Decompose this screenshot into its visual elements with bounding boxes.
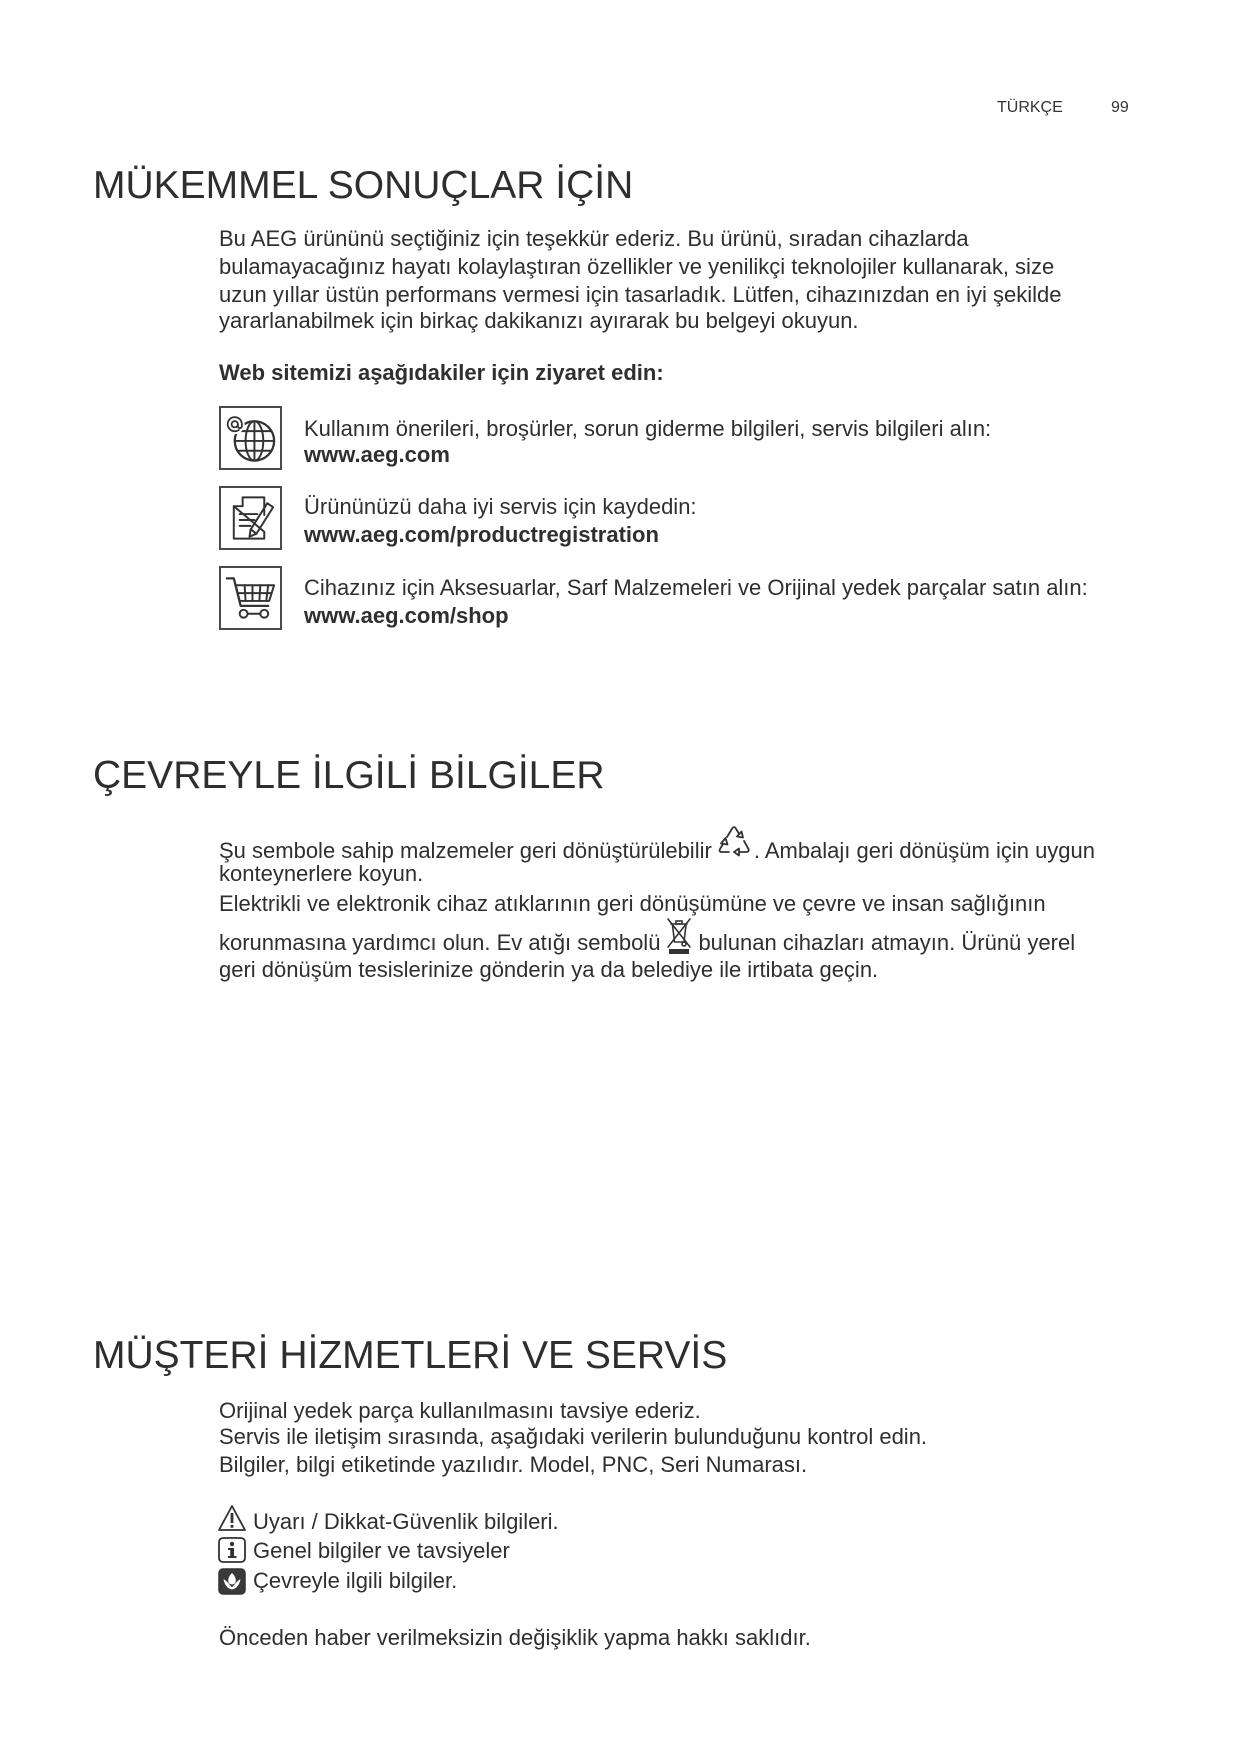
- link-aeg-website[interactable]: www.aeg.com: [304, 442, 450, 467]
- environment-line-text: Şu sembole sahip malzemeler geri dönüştürülebilir: [219, 838, 712, 863]
- environment-line: [219, 929, 1075, 957]
- symbol-label-environment: Çevreyle ilgili bilgiler.: [253, 1568, 458, 1593]
- shopping-cart-icon: [219, 566, 282, 630]
- recycle-icon: [712, 857, 754, 858]
- website-heading: Web sitemizi aşağıdakiler için ziyaret edin:: [219, 360, 664, 385]
- environment-line: geri dönüşüm tesislerinize gönderin ya da belediye ile irtibata geçin.: [219, 957, 879, 982]
- service-line: Servis ile iletişim sırasında, aşağıdaki verilerin bulunduğunu kontrol edin.: [219, 1424, 928, 1449]
- intro-paragraph-line: yararlanabilmek için birkaç dakikanızı ayırarak bu belgeyi okuyun.: [219, 308, 859, 333]
- header-language: TÜRKÇE: [997, 99, 1063, 116]
- section-title-environment: ÇEVREYLE İLGİLİ BİLGİLER: [93, 754, 605, 797]
- environment-line-text: korunmasına yardımcı olun. Ev atığı sembolü: [219, 930, 661, 955]
- environment-icon: [218, 1568, 246, 1595]
- environment-line-text: bulunan cihazları atmayın. Ürünü yerel: [698, 930, 1076, 955]
- info-icon: [218, 1537, 246, 1563]
- intro-paragraph-line: bulamayacağınız hayatı kolaylaştıran özellikler ve yenilikçi teknolojiler kullanarak, size: [219, 254, 1055, 279]
- intro-paragraph-line: uzun yıllar üstün performans vermesi için tasarladık. Lütfen, cihazınızdan en iyi şekilde: [219, 282, 1062, 307]
- link-aeg-shop[interactable]: www.aeg.com/shop: [304, 603, 509, 628]
- symbol-label-warning: Uyarı / Dikkat-Güvenlik bilgileri.: [253, 1509, 559, 1534]
- symbol-label-info: Genel bilgiler ve tavsiyeler: [253, 1538, 510, 1563]
- link-product-registration[interactable]: www.aeg.com/productregistration: [304, 522, 659, 547]
- link-item-description: Kullanım önerileri, broşürler, sorun giderme bilgileri, servis bilgileri alın:: [304, 416, 992, 441]
- environment-line: Elektrikli ve elektronik cihaz atıklarının geri dönüşümüne ve çevre ve insan sağlığının: [219, 891, 1046, 916]
- page-number: 99: [1111, 99, 1129, 116]
- service-line: Bilgiler, bilgi etiketinde yazılıdır. Model, PNC, Seri Numarası.: [219, 1452, 808, 1477]
- link-item-description: Cihazınız için Aksesuarlar, Sarf Malzemeleri ve Orijinal yedek parçalar satın alın:: [304, 575, 1088, 600]
- section-title-best-results: MÜKEMMEL SONUÇLAR İÇİN: [93, 164, 634, 207]
- intro-paragraph-line: Bu AEG ürününü seçtiğiniz için teşekkür ederiz. Bu ürünü, sıradan cihazlarda: [219, 226, 969, 251]
- environment-line: konteynerlere koyun.: [219, 861, 424, 886]
- globe-icon: [219, 406, 282, 470]
- section-title-customer-service: MÜŞTERİ HİZMETLERİ VE SERVİS: [93, 1334, 728, 1377]
- service-line: Orijinal yedek parça kullanılmasını tavsiye ederiz.: [219, 1398, 701, 1423]
- environment-line-text: . Ambalajı geri dönüşüm için uygun: [753, 838, 1096, 863]
- crossed-out-bin-icon: [660, 949, 698, 950]
- disclaimer: Önceden haber verilmeksizin değişiklik yapma hakkı saklıdır.: [219, 1625, 811, 1650]
- link-item-description: Ürününüzü daha iyi servis için kaydedin:: [304, 494, 697, 519]
- warning-icon: [217, 1504, 247, 1532]
- product-registration-icon: [219, 486, 282, 550]
